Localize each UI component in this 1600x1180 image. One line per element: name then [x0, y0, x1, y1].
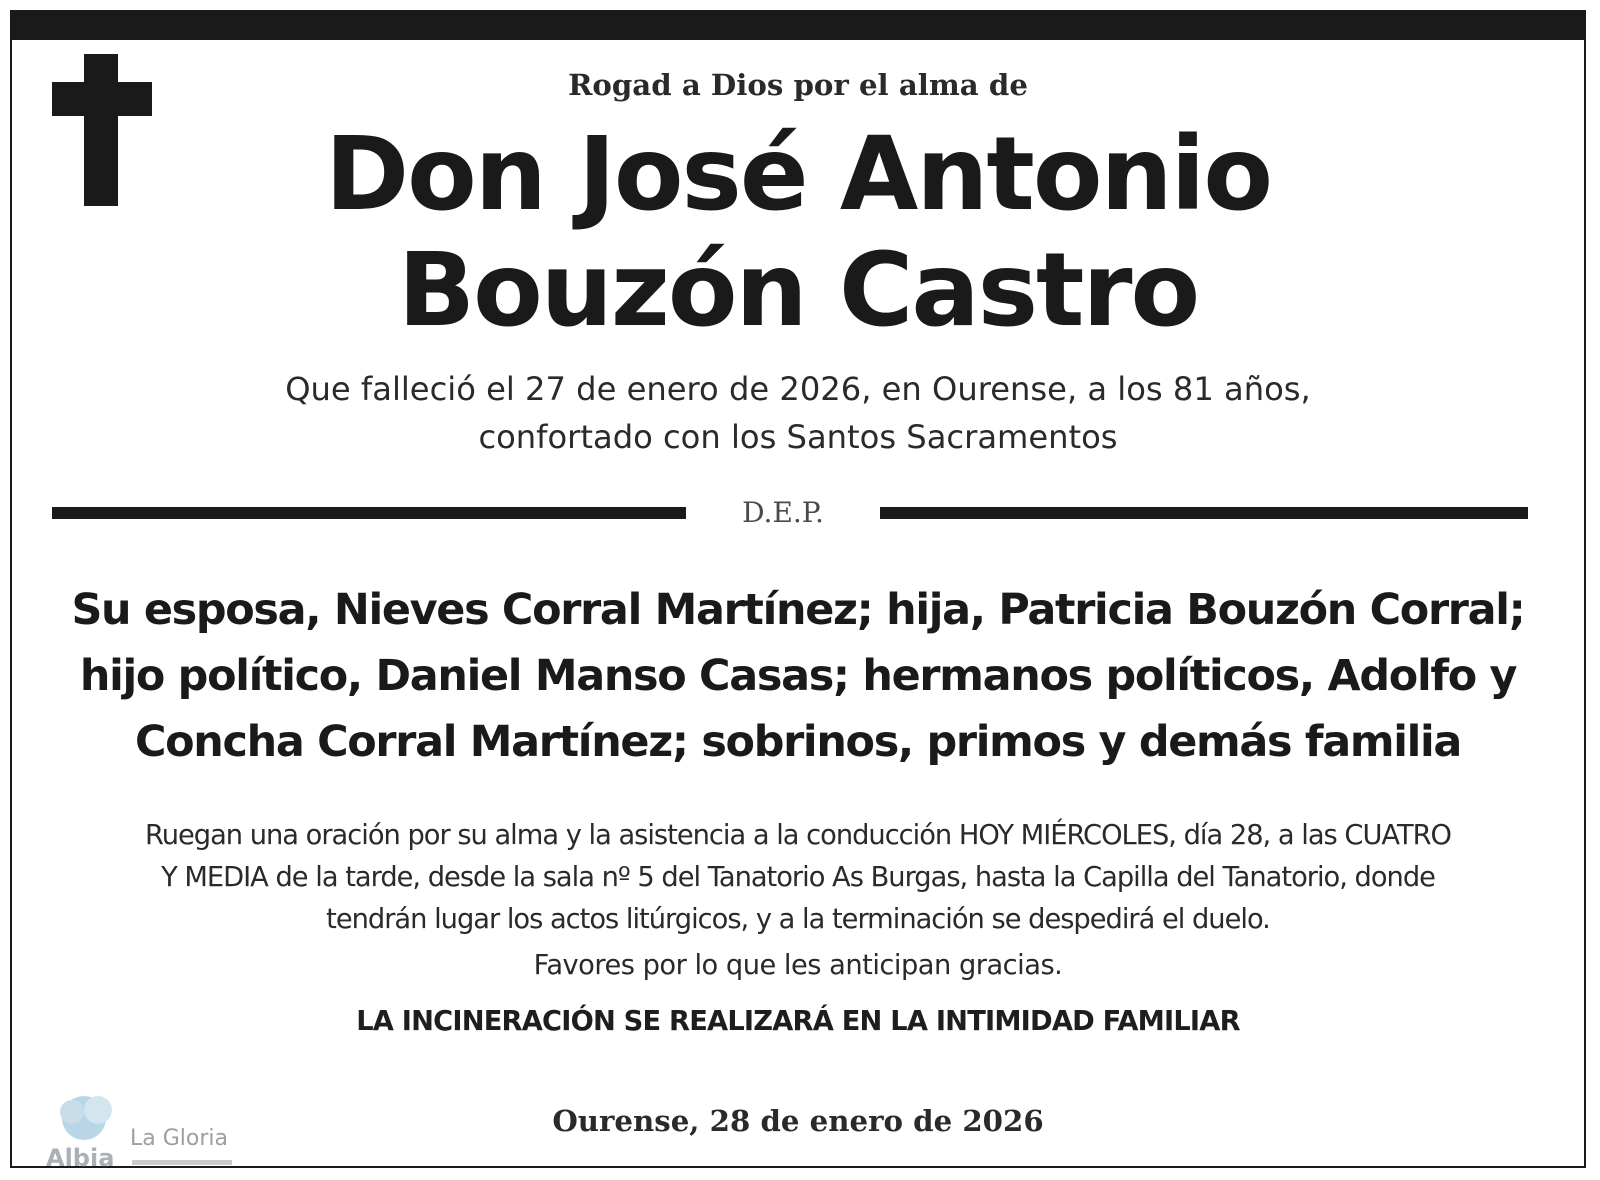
thanks-text: Favores por lo que les anticipan gracias. [533, 950, 1063, 981]
logo-subbrand: La Gloria [130, 1126, 228, 1151]
death-details-line2: confortado con los Santos Sacramentos [478, 418, 1118, 456]
logo-tagline-bar [132, 1160, 232, 1165]
ceremony-text-line: Y MEDIA de la tarde, desde la sala nº 5 del Tanatorio As Burgas, hasta la Capilla del Tanatorio, donde [161, 862, 1435, 893]
logo-brand: Albia [46, 1144, 115, 1172]
deceased-name-line1: Don José Antonio [324, 115, 1271, 233]
death-details-line1: Que falleció el 27 de enero de 2026, en Ourense, a los 81 años, [285, 370, 1311, 408]
deceased-name-line2: Bouzón Castro [397, 231, 1199, 349]
divider-left [52, 507, 686, 519]
family-line: Su esposa, Nieves Corral Martínez; hija, Patricia Bouzón Corral; [71, 585, 1525, 635]
dep-label: D.E.P. [742, 496, 824, 529]
funeral-home-logo [46, 1086, 256, 1176]
dateline: Ourense, 28 de enero de 2026 [552, 1104, 1044, 1138]
family-line: Concha Corral Martínez; sobrinos, primos y demás familia [134, 717, 1462, 767]
albia-logo-icon [54, 1088, 120, 1142]
cremation-notice: LA INCINERACIÓN SE REALIZARÁ EN LA INTIMIDAD FAMILIAR [356, 1006, 1240, 1037]
family-line: hijo político, Daniel Manso Casas; hermanos políticos, Adolfo y [79, 651, 1517, 701]
obituary-notice [10, 10, 1586, 1172]
ceremony-text-line: Ruegan una oración por su alma y la asistencia a la conducción HOY MIÉRCOLES, día 28, a las CUATRO [144, 820, 1452, 851]
intro-text: Rogad a Dios por el alma de [568, 68, 1028, 102]
divider-right [880, 507, 1528, 519]
ceremony-text-line: tendrán lugar los actos litúrgicos, y a la terminación se despedirá el duelo. [326, 904, 1270, 935]
